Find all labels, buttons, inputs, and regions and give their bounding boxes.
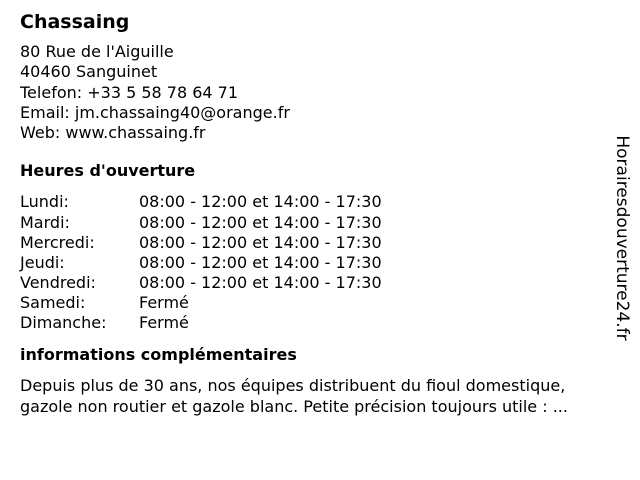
time-value: Fermé: [139, 313, 189, 333]
time-value: 08:00 - 12:00 et 14:00 - 17:30: [139, 272, 382, 292]
hours-title: Heures d'ouverture: [20, 161, 196, 181]
info-description: [20, 375, 620, 417]
address-street: 80 Rue de l'Aiguille: [20, 42, 174, 61]
day-label: Dimanche:: [20, 313, 107, 333]
info-title: informations complémentaires: [20, 345, 297, 365]
time-value: 08:00 - 12:00 et 14:00 - 17:30: [139, 212, 382, 232]
hours-row-sunday: [20, 313, 620, 333]
time-value: 08:00 - 12:00 et 14:00 - 17:30: [139, 252, 382, 272]
hours-row-monday: [20, 192, 620, 212]
time-value: 08:00 - 12:00 et 14:00 - 17:30: [139, 232, 382, 252]
contact-block: [20, 42, 620, 143]
hours-row-friday: [20, 273, 620, 293]
day-label: Mardi:: [20, 212, 70, 232]
website[interactable]: Web: www.chassaing.fr: [20, 123, 206, 143]
info-line: Depuis plus de 30 ans, nos équipes distribuent du fioul domestique,: [20, 376, 566, 396]
day-label: Jeudi:: [20, 252, 65, 272]
day-label: Vendredi:: [20, 272, 96, 292]
hours-row-wednesday: [20, 233, 620, 253]
time-value: 08:00 - 12:00 et 14:00 - 17:30: [139, 192, 382, 212]
info-line: gazole non routier et gazole blanc. Petite précision toujours utile : ...: [20, 397, 568, 417]
business-card: [20, 10, 620, 417]
watermark: Horairesdouverture24.fr: [612, 135, 632, 341]
email-address[interactable]: Email: jm.chassaing40@orange.fr: [20, 102, 290, 122]
hours-table: [20, 192, 620, 333]
business-name: Chassaing: [20, 11, 130, 33]
hours-row-thursday: [20, 253, 620, 273]
hours-row-tuesday: [20, 213, 620, 233]
address-city: 40460 Sanguinet: [20, 62, 158, 82]
day-label: Mercredi:: [20, 232, 95, 252]
hours-row-saturday: [20, 293, 620, 313]
phone-number[interactable]: Telefon: +33 5 58 78 64 71: [20, 82, 239, 102]
day-label: Samedi:: [20, 292, 86, 312]
day-label: Lundi:: [20, 192, 69, 212]
time-value: Fermé: [139, 292, 189, 312]
